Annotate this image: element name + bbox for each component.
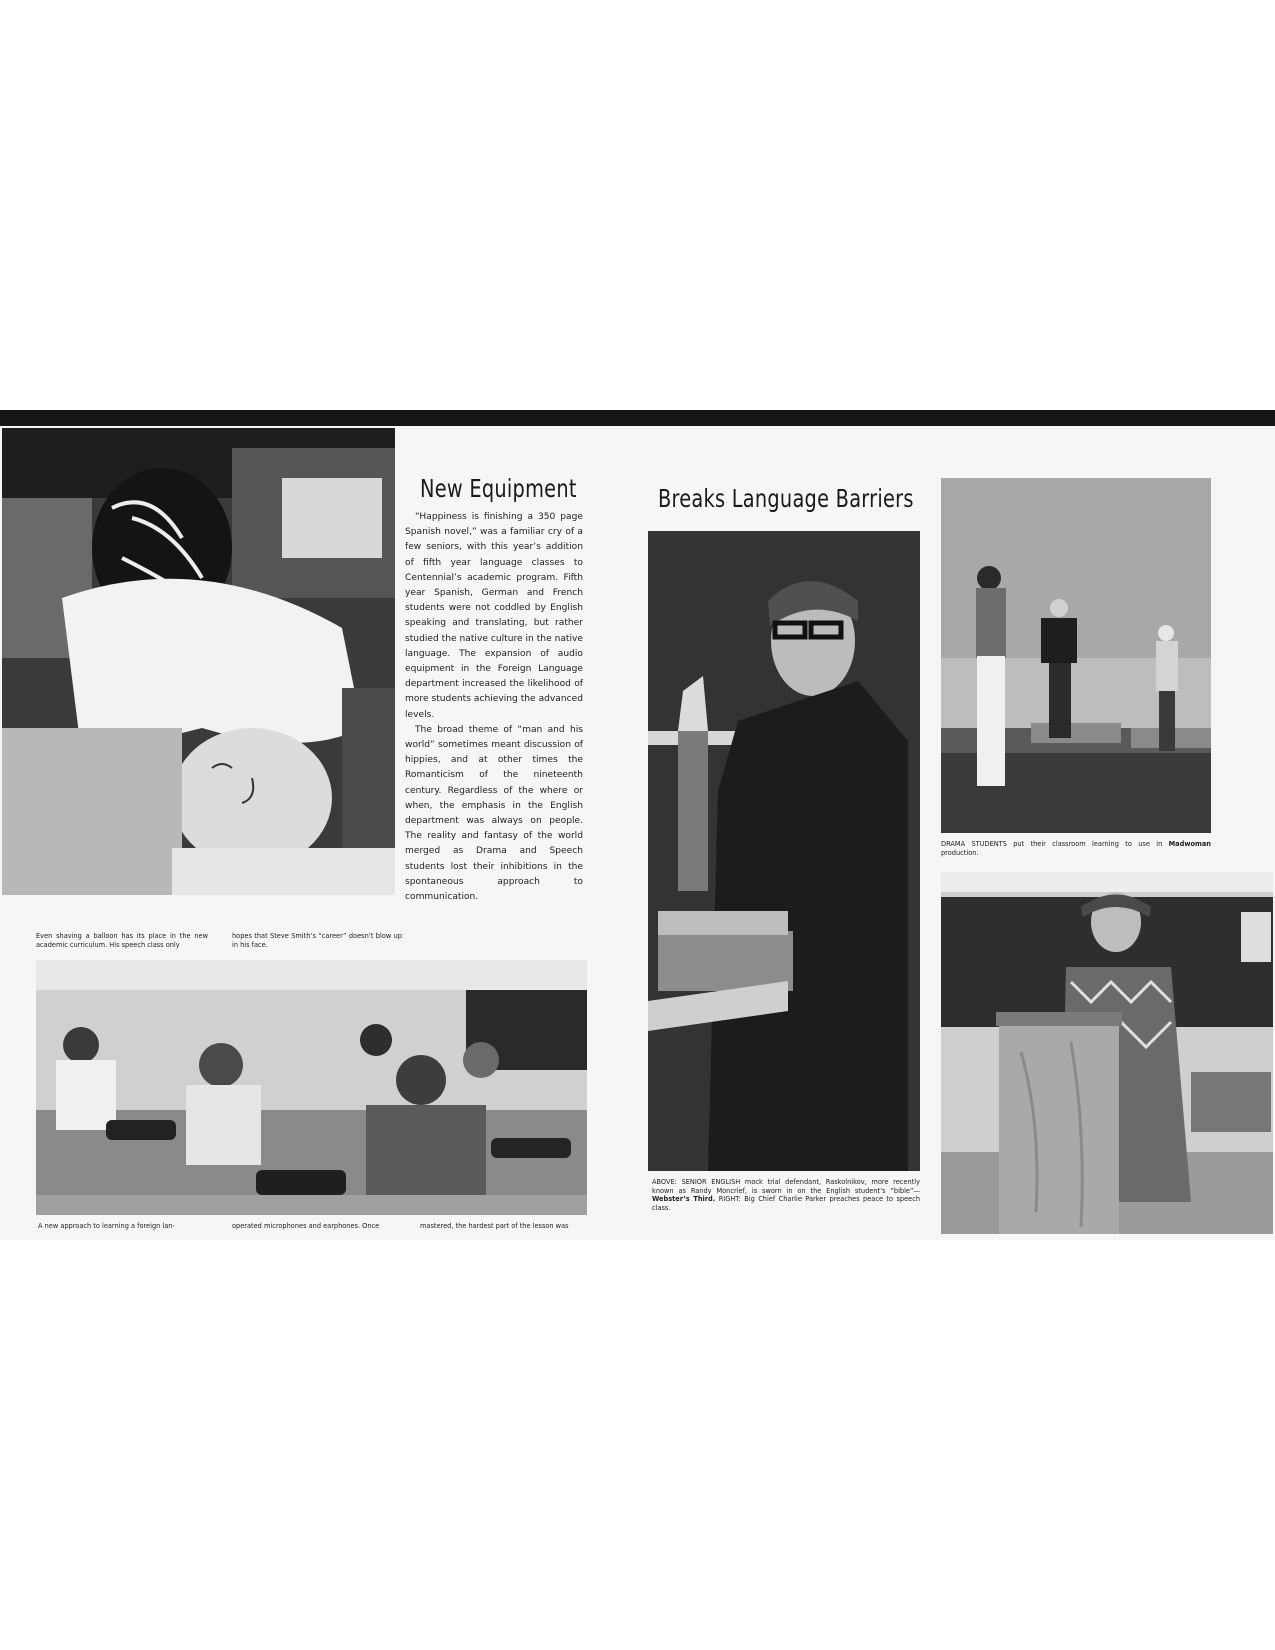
caption-lab-col1: A new approach to learning a foreign lan- [38, 1222, 175, 1230]
caption-drama-bold: Madwoman [1168, 840, 1211, 848]
caption-mock-trial-text-2: RIGHT: Big Chief Charlie Parker preaches peace to speech class. [652, 1195, 921, 1212]
headline-right: Breaks Language Barriers [658, 484, 914, 513]
caption-lab-col2: operated microphones and earphones. Once [232, 1222, 380, 1230]
caption-mock-trial-bold: Webster’s Third. [652, 1195, 716, 1204]
caption-mock-trial-text-1: ABOVE: SENIOR ENGLISH mock trial defendant, Raskolnikov, more recently known as Randy Moncrief, is sworn in on the English student’s “bible”— [652, 1178, 920, 1195]
photo-language-lab [36, 960, 587, 1215]
caption-lab-col3: mastered, the hardest part of the lesson was [420, 1222, 569, 1230]
caption-drama-text-1: DRAMA STUDENTS put their classroom learning to use in [941, 840, 1169, 848]
article-paragraph-2: The broad theme of “man and his world” sometimes meant discussion of hippies, and at other times the Romanticism of the nineteenth century. Regardless of the where or when, the emphasis in the English department was always on people. The reality and fantasy of the world merged as Drama and Speech students lost their inhibitions in the spontaneous approach to communication. [405, 724, 583, 903]
photo-speech-class [941, 872, 1273, 1234]
caption-balloon-col1: Even shaving a balloon has its place in the new academic curriculum. His speech class only [36, 932, 208, 949]
headline-left: New Equipment [420, 474, 577, 503]
caption-drama [941, 840, 1211, 857]
photo-drama-students [941, 478, 1211, 833]
caption-balloon-col2: hopes that Steve Smith’s “career” doesn’t blow up in his face. [232, 932, 402, 949]
article-body [405, 510, 583, 905]
photo-mock-trial [648, 531, 920, 1171]
spread-top-border [0, 410, 1275, 426]
photo-balloon-shaving [2, 428, 395, 895]
caption-mock-trial [652, 1178, 920, 1212]
caption-drama-text-2: production. [941, 848, 979, 857]
article-paragraph-1: “Happiness is finishing a 350 page Spanish novel,” was a familiar cry of a few seniors, with this year’s addition of fifth year language classes to Centennial’s academic program. Fifth year Spanish, German and French students were not coddled by English speaking and translating, but rather studied the native culture in the native language. The expansion of audio equipment in the Foreign Language department increased the likelihood of more students achieving the advanced levels. [405, 512, 583, 720]
